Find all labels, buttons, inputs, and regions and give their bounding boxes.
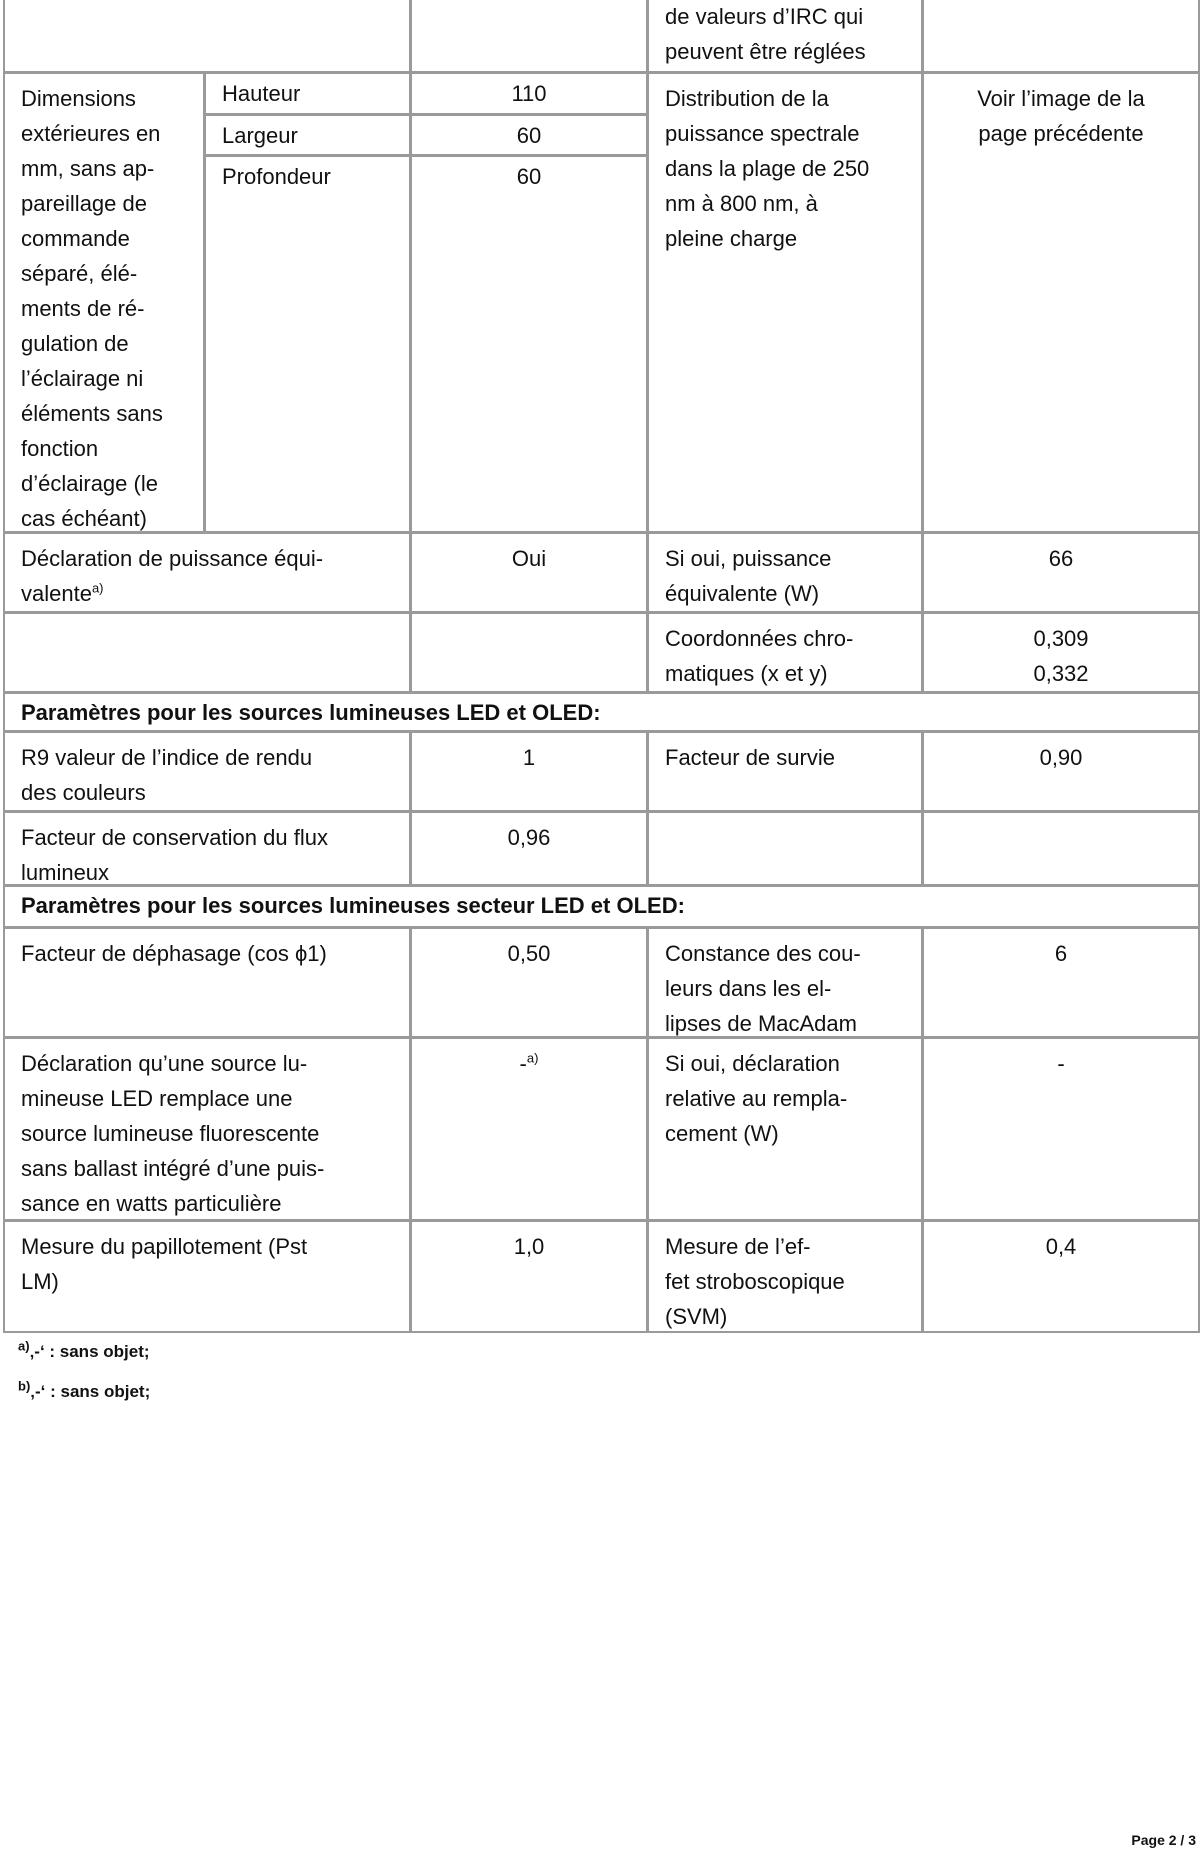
section-mains-heading: Paramètres pour les sources lumineuses secteur LED et OLED: [3, 885, 1200, 928]
flux-label: Facteur de conservation du flux lumineux [3, 811, 411, 886]
spd-label: Distribution de la puissance spectrale dans la plage de 250 nm à 800 nm, à pleine charge [647, 72, 923, 533]
section-led-heading: Paramètres pour les sources lumineuses LED et OLED: [3, 692, 1200, 732]
equiv-value: Oui [410, 532, 648, 613]
cell-empty [410, 0, 648, 73]
footnote-b: $^{b)}$‚-‘ : sans objet; [18, 1378, 151, 1401]
survival-label: Facteur de survie [647, 731, 923, 812]
cell-empty [922, 811, 1200, 886]
cell-empty [410, 612, 648, 693]
flicker-value: 1,0 [410, 1220, 648, 1333]
chroma-label: Coordonnées chro- matiques (x et y) [647, 612, 923, 693]
cos-label: Facteur de déphasage (cos ϕ1) [3, 927, 411, 1038]
cell-empty [3, 612, 411, 693]
replace-value: -$^{a)}$ [410, 1037, 648, 1221]
svm-label: Mesure de l’ef- fet stroboscopique (SVM) [647, 1220, 923, 1333]
flux-value: 0,96 [410, 811, 648, 886]
svm-value: 0,4 [922, 1220, 1200, 1333]
replace-declaration-label: Si oui, déclaration relative au rempla- cement (W) [647, 1037, 923, 1221]
equiv-power-value: 66 [922, 532, 1200, 613]
survival-value: 0,90 [922, 731, 1200, 812]
flicker-label: Mesure du papillotement (Pst LM) [3, 1220, 411, 1333]
r9-value: 1 [410, 731, 648, 812]
cos-value: 0,50 [410, 927, 648, 1038]
profondeur-label: Profondeur [204, 155, 411, 533]
cell-irc-text: de valeurs d’IRC qui peuvent être réglées [647, 0, 923, 73]
profondeur-value: 60 [410, 155, 648, 533]
macadam-value: 6 [922, 927, 1200, 1038]
chroma-value: 0,309 0,332 [922, 612, 1200, 693]
replace-declaration-value: - [922, 1037, 1200, 1221]
largeur-label: Largeur [204, 114, 411, 156]
r9-label: R9 valeur de l’indice de rendu des couleurs [3, 731, 411, 812]
macadam-label: Constance des cou- leurs dans les el- lipses de MacAdam [647, 927, 923, 1038]
equiv-label: Déclaration de puissance équi- valente$^{a)}$ [3, 532, 411, 613]
hauteur-value: 110 [410, 72, 648, 115]
largeur-value: 60 [410, 114, 648, 156]
equiv-power-label: Si oui, puissance équivalente (W) [647, 532, 923, 613]
page-number: Page 2 / 3 [1131, 1832, 1196, 1848]
hauteur-label: Hauteur [204, 72, 411, 115]
cell-empty [647, 811, 923, 886]
dimensions-label: Dimensions extérieures en mm, sans ap- pareillage de commande séparé, élé- ments de ré- gulation de l’éclairage ni éléments sans fonction d’éclairage (le cas échéant) [3, 72, 205, 533]
replace-label: Déclaration qu’une source lu- mineuse LED remplace une source lumineuse fluorescente sans ballast intégré d’une puis- sance en watts particulière [3, 1037, 411, 1221]
cell-empty [3, 0, 411, 73]
cell-empty [922, 0, 1200, 73]
footnote-a: $^{a)}$‚-‘ : sans objet; [18, 1338, 150, 1361]
spd-value: Voir l’image de la page précédente [922, 72, 1200, 533]
